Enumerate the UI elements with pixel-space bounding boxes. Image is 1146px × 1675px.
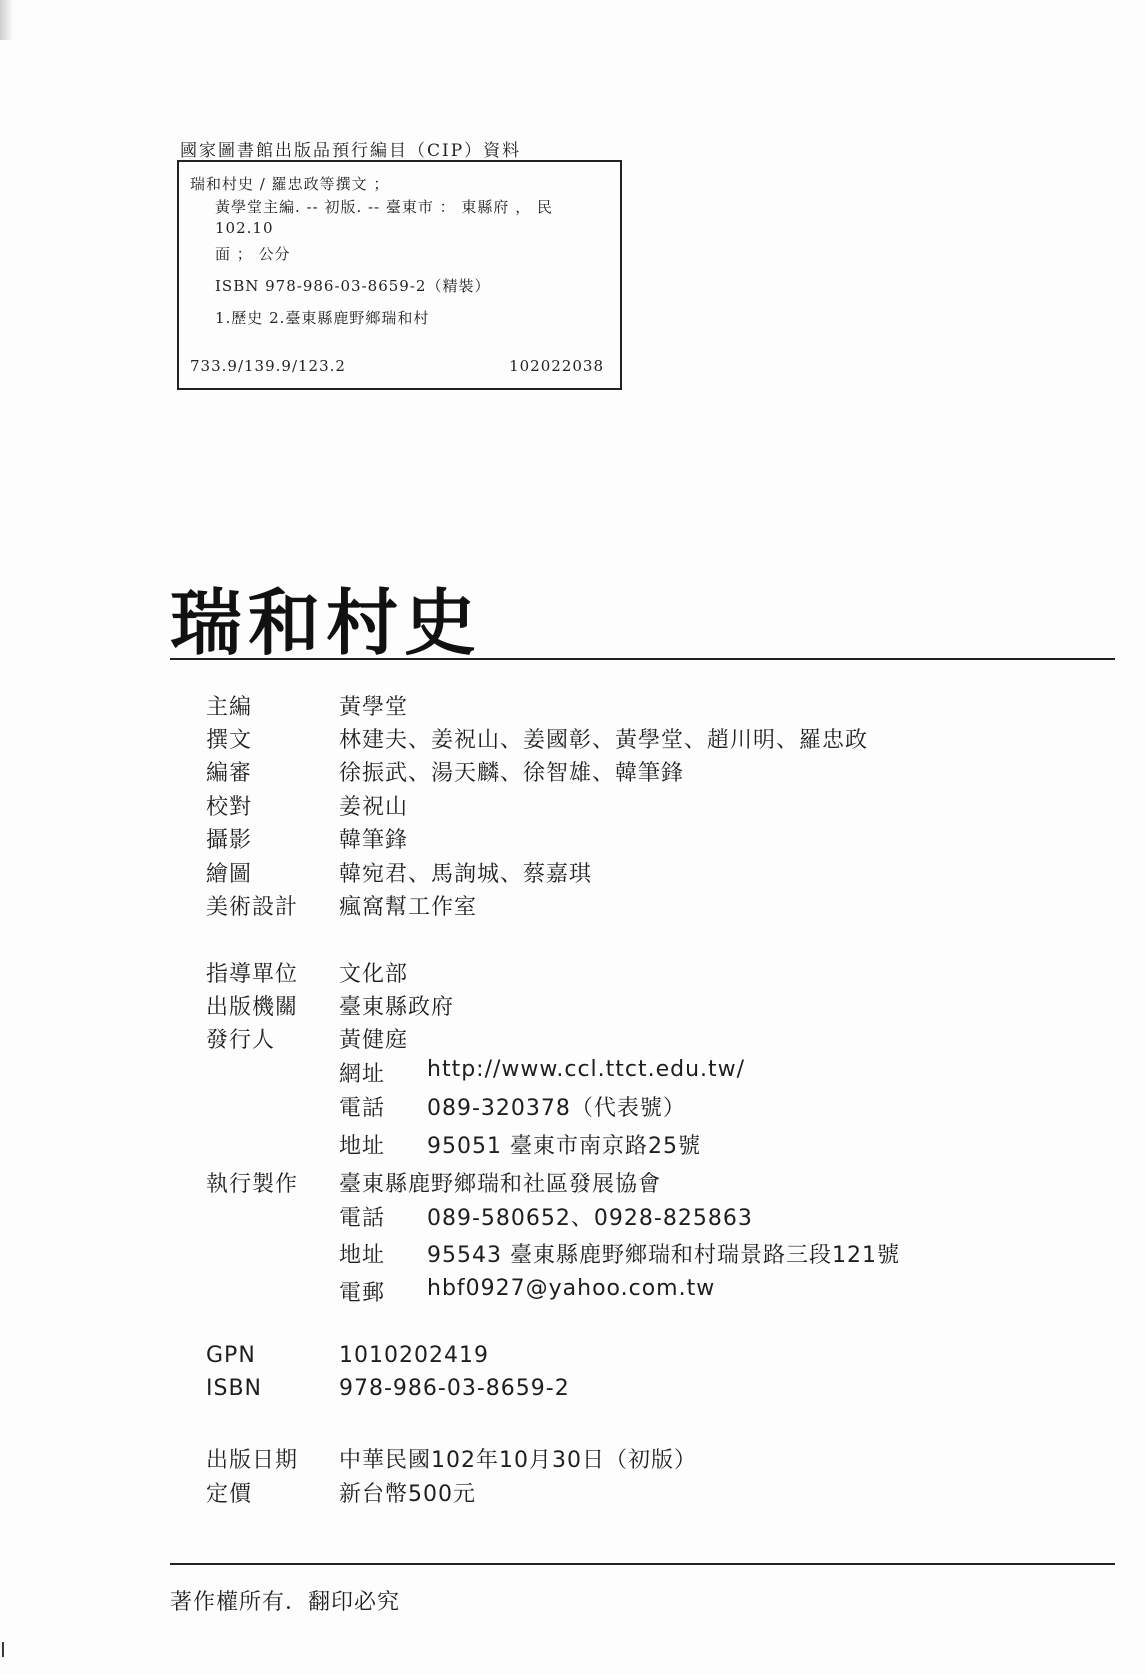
cip-record-number: 102022038 <box>509 357 604 375</box>
writers-label: 撰文 <box>206 728 253 753</box>
isbn-value: 978-986-03-8659-2 <box>339 1376 570 1401</box>
cip-record-box <box>177 160 622 390</box>
book-title: 瑞和村史 <box>170 580 483 665</box>
title-divider <box>170 658 1115 660</box>
cip-editor-line: 黃學堂主編. -- 初版. -- 臺東市 ： 東縣府 ， 民 <box>215 198 553 216</box>
proofreader-value: 姜祝山 <box>339 795 409 820</box>
reviewers-value: 徐振武、湯天麟、徐智雄、韓筆鋒 <box>339 761 685 786</box>
photography-label: 攝影 <box>206 828 253 853</box>
issuer-label: 發行人 <box>206 1028 276 1053</box>
agency-value: 臺東縣政府 <box>339 995 455 1020</box>
publisher-phone-label: 電話 <box>339 1096 386 1121</box>
editor-label: 主編 <box>206 695 253 720</box>
production-email-value: hbf0927@yahoo.com.tw <box>427 1276 716 1301</box>
production-email-label: 電郵 <box>339 1281 386 1306</box>
publication-date-value: 中華民國102年10月30日（初版） <box>339 1448 697 1473</box>
publisher-address-label: 地址 <box>339 1134 386 1159</box>
art-design-label: 美術設計 <box>206 895 299 920</box>
copyright-notice: 著作權所有．翻印必究 <box>170 1590 401 1615</box>
footer-divider <box>170 1563 1115 1565</box>
cip-pages-line: 面 ； 公分 <box>215 245 291 263</box>
price-value: 新台幣500元 <box>339 1482 476 1507</box>
supervisor-value: 文化部 <box>339 962 409 987</box>
publisher-phone-value: 089-320378（代表號） <box>427 1096 686 1121</box>
production-value: 臺東縣鹿野鄉瑞和社區發展協會 <box>339 1172 662 1197</box>
production-phone-label: 電話 <box>339 1206 386 1231</box>
cip-title-line: 瑞和村史 / 羅忠政等撰文 ； <box>190 175 390 193</box>
scan-edge-shadow <box>0 0 14 40</box>
gpn-value: 1010202419 <box>339 1343 489 1368</box>
proofreader-label: 校對 <box>206 795 253 820</box>
publisher-website-link: http://www.ccl.ttct.edu.tw/ <box>427 1057 746 1082</box>
isbn-label: ISBN <box>206 1376 263 1401</box>
illustration-value: 韓宛君、馬詢城、蔡嘉琪 <box>339 862 593 887</box>
editor-value: 黃學堂 <box>339 695 409 720</box>
issuer-value: 黃健庭 <box>339 1028 409 1053</box>
production-address-value: 95543 臺東縣鹿野鄉瑞和村瑞景路三段121號 <box>427 1243 900 1268</box>
cip-year-line: 102.10 <box>215 219 274 237</box>
cip-subjects-line: 1.歷史 2.臺東縣鹿野鄉瑞和村 <box>215 309 430 327</box>
publisher-address-value: 95051 臺東市南京路25號 <box>427 1134 701 1159</box>
illustration-label: 繪圖 <box>206 862 253 887</box>
production-address-label: 地址 <box>339 1243 386 1268</box>
publisher-website-label: 網址 <box>339 1062 386 1087</box>
cip-isbn-line: ISBN 978-986-03-8659-2（精裝） <box>215 277 491 295</box>
art-design-value: 瘋窩幫工作室 <box>339 895 478 920</box>
gpn-label: GPN <box>206 1343 256 1368</box>
photography-value: 韓筆鋒 <box>339 828 409 853</box>
reviewers-label: 編審 <box>206 761 253 786</box>
writers-value: 林建夫、姜祝山、姜國彰、黃學堂、趙川明、羅忠政 <box>339 728 869 753</box>
page-number-mark: I <box>0 1638 6 1662</box>
cip-header: 國家圖書館出版品預行編目（CIP）資料 <box>180 141 522 161</box>
price-label: 定價 <box>206 1482 253 1507</box>
agency-label: 出版機關 <box>206 995 299 1020</box>
production-label: 執行製作 <box>206 1172 299 1197</box>
cip-classification: 733.9/139.9/123.2 <box>190 357 346 375</box>
production-phone-value: 089-580652、0928-825863 <box>427 1206 753 1231</box>
publication-date-label: 出版日期 <box>206 1448 299 1473</box>
supervisor-label: 指導單位 <box>206 962 299 987</box>
